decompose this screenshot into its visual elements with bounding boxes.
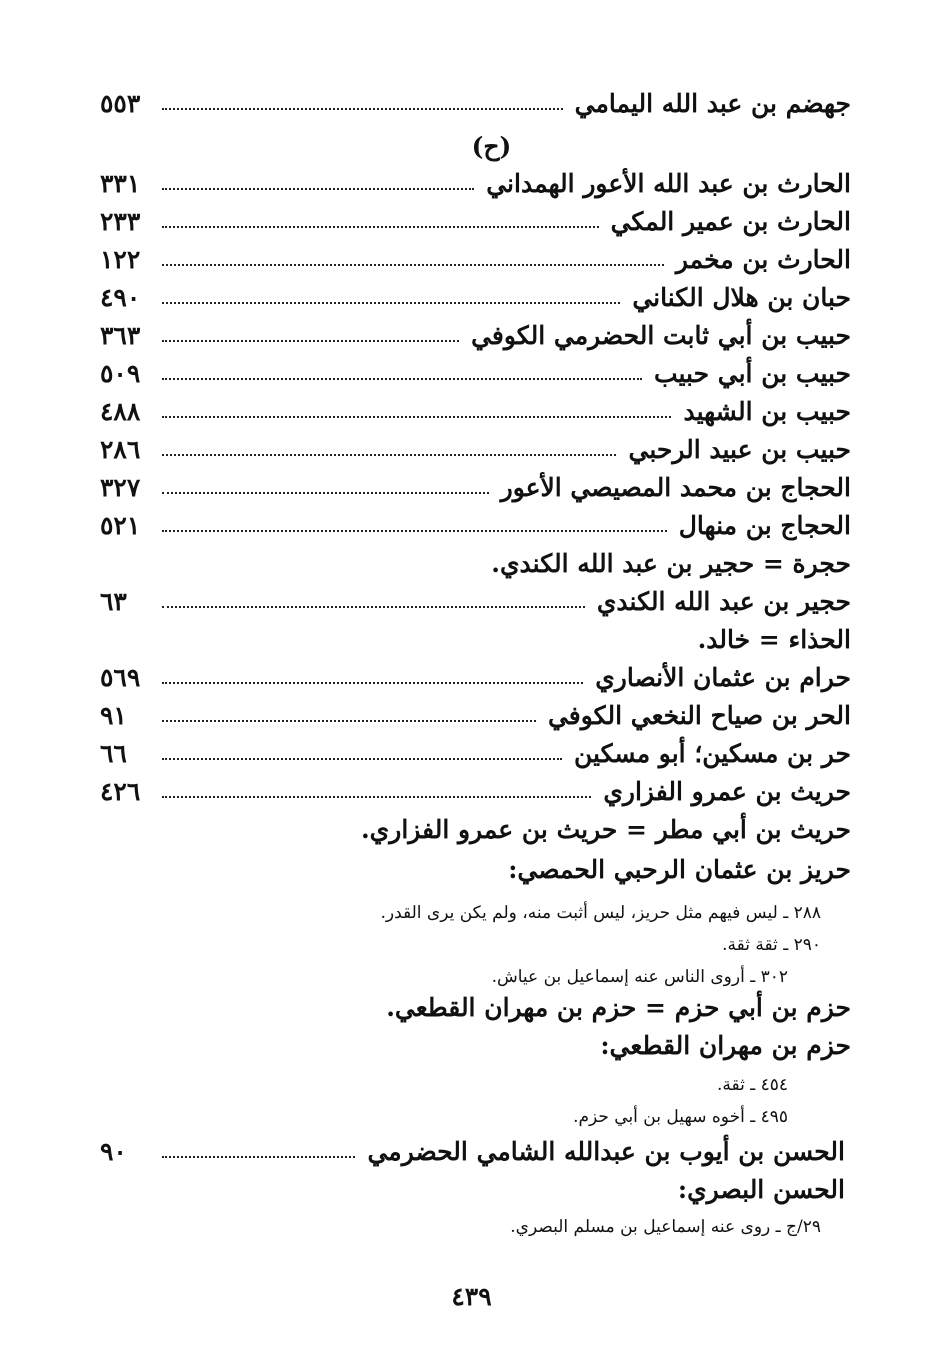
entry-page: ٤٨٨ <box>100 397 141 426</box>
section-letter-heading: (ح) <box>471 132 512 161</box>
index-entry <box>100 764 851 804</box>
entry-name: حبيب بن أبي ثابت الحضرمي الكوفي <box>471 321 851 350</box>
dot-leader <box>162 530 667 532</box>
index-entry <box>100 1124 845 1164</box>
cross-reference-entry <box>100 536 851 576</box>
dot-leader <box>162 108 563 110</box>
narration-note: ٢٩/ج ـ روى عنه إسماعيل بن مسلم البصري. <box>510 1217 821 1237</box>
dot-leader <box>162 454 616 456</box>
dot-leader <box>162 606 585 608</box>
index-entry <box>100 422 851 462</box>
entry-page: ٣٣١ <box>100 169 141 198</box>
entry-page: ٦٣ <box>100 587 127 616</box>
index-entry <box>100 308 851 348</box>
index-entry <box>100 498 851 538</box>
entry-name: الحارث بن مخمر <box>675 245 851 274</box>
entry-page: ٥٢١ <box>100 511 141 540</box>
narration-note: ٤٩٥ ـ أخوه سهيل بن أبي حزم. <box>573 1107 788 1127</box>
entry-name: الحجاج بن محمد المصيصي الأعور <box>500 473 851 502</box>
entry-name: حريث بن أبي مطر = حريث بن عمرو الفزاري. <box>360 815 851 844</box>
entry-name: حزم بن أبي حزم = حزم بن مهران القطعي. <box>386 993 851 1022</box>
entry-name: حريث بن عمرو الفزاري <box>603 777 851 806</box>
page-number: ٤٣٩ <box>451 1282 492 1311</box>
entry-name: حجير بن عبد الله الكندي <box>596 587 851 616</box>
narration-note: ٣٠٢ ـ أروى الناس عنه إسماعيل بن عياش. <box>491 967 788 987</box>
index-entry <box>100 270 851 310</box>
entry-name: حبيب بن عبيد الرحبي <box>628 435 851 464</box>
entry-page: ٩٠ <box>100 1137 127 1166</box>
entry-page: ٤٢٦ <box>100 777 141 806</box>
entry-page: ٢٣٣ <box>100 207 141 236</box>
dot-leader <box>162 416 671 418</box>
narration-note: ٢٩٠ ـ ثقة ثقة. <box>722 935 821 955</box>
entry-page: ٩١ <box>100 701 127 730</box>
entry-page: ٢٨٦ <box>100 435 141 464</box>
dot-leader <box>162 226 599 228</box>
entry-page: ٥٦٩ <box>100 663 141 692</box>
dot-leader <box>162 758 562 760</box>
entry-page: ٥٠٩ <box>100 359 141 388</box>
index-entry <box>100 650 851 690</box>
entry-name: الحارث بن عمير المكي <box>610 207 851 236</box>
dot-leader <box>162 796 591 798</box>
entry-page: ٦٦ <box>100 739 127 768</box>
dot-leader <box>162 720 536 722</box>
entry-name: حبيب بن أبي حبيب <box>653 359 851 388</box>
dot-leader <box>162 378 642 380</box>
entry-page: ١٢٢ <box>100 245 141 274</box>
entry-page: ٣٦٣ <box>100 321 141 350</box>
cross-reference-entry <box>100 980 851 1020</box>
entry-page: ٣٢٧ <box>100 473 141 502</box>
dot-leader <box>162 302 620 304</box>
entry-name: الحجاج بن منهال <box>678 511 851 540</box>
entry-name: جهضم بن عبد الله اليمامي <box>574 89 851 118</box>
heading-entry <box>100 842 851 882</box>
entry-name: حرام بن عثمان الأنصاري <box>595 663 851 692</box>
heading-entry <box>100 1018 851 1058</box>
index-entry <box>100 346 851 386</box>
cross-reference-entry <box>100 612 851 652</box>
dot-leader <box>162 188 474 190</box>
index-entry <box>100 574 851 614</box>
index-entry <box>100 384 851 424</box>
entry-name: حر بن مسكين؛ أبو مسكين <box>574 739 851 768</box>
dot-leader <box>162 340 459 342</box>
index-entry <box>100 194 851 234</box>
entry-name: حبان بن هلال الكناني <box>632 283 851 312</box>
index-entry <box>100 232 851 272</box>
entry-name: الحذاء = خالد. <box>697 625 851 654</box>
entry-name: الحر بن صياح النخعي الكوفي <box>547 701 851 730</box>
index-entry <box>100 688 851 728</box>
dot-leader <box>162 1156 355 1158</box>
heading-entry <box>100 1162 845 1202</box>
entry-name: حزم بن مهران القطعي: <box>600 1031 851 1060</box>
dot-leader <box>162 682 583 684</box>
entry-name: حريز بن عثمان الرحبي الحمصي: <box>508 855 851 884</box>
index-entry <box>100 460 851 500</box>
dot-leader <box>162 492 489 494</box>
entry-name: حجرة = حجير بن عبد الله الكندي. <box>491 549 851 578</box>
entry-page: ٥٥٣ <box>100 89 141 118</box>
entry-page: ٤٩٠ <box>100 283 141 312</box>
narration-note: ٢٨٨ ـ ليس فيهم مثل حريز، ليس أثبت منه، ولم يكن يرى القدر. <box>380 903 821 923</box>
index-entry <box>100 156 851 196</box>
entry-name: الحارث بن عبد الله الأعور الهمداني <box>486 169 851 198</box>
dot-leader <box>162 264 664 266</box>
cross-reference-entry <box>100 802 851 842</box>
entry-name: الحسن البصري: <box>677 1175 845 1204</box>
entry-name: حبيب بن الشهيد <box>683 397 851 426</box>
index-entry <box>100 726 851 766</box>
narration-note: ٤٥٤ ـ ثقة. <box>716 1075 788 1095</box>
index-entry <box>100 76 851 116</box>
entry-name: الحسن بن أيوب بن عبدالله الشامي الحضرمي <box>367 1137 845 1166</box>
